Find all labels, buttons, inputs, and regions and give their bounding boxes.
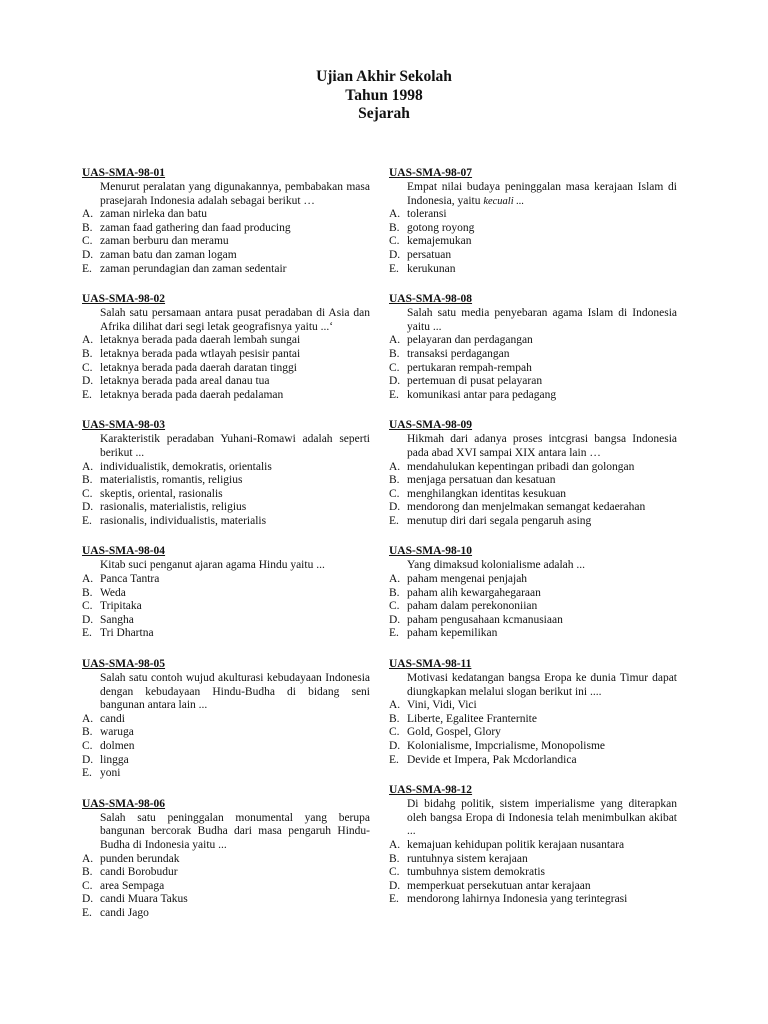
answer-option: [389, 573, 677, 587]
option-letter: C.: [82, 600, 93, 613]
question-text: Menurut peralatan yang digunakannya, pembabakan masa prasejarah Indonesia adalah sebagai berikut …: [100, 181, 370, 207]
option-text: Tri Dhartna: [100, 627, 154, 640]
option-letter: D.: [82, 501, 94, 514]
option-text: zaman berburu dan meramu: [100, 235, 229, 248]
answer-option: [82, 488, 370, 502]
exam-year: Tahun 1998: [345, 86, 423, 104]
option-text: komunikasi antar para pedagang: [407, 388, 557, 401]
option-letter: C.: [82, 879, 93, 892]
option-text: zaman nirleka dan batu: [100, 208, 207, 221]
option-letter: E.: [82, 627, 92, 640]
answer-option: [389, 235, 677, 249]
question-text: Hikmah dari adanya proses intcgrasi bangsa Indonesia pada abad XVI sampai XIX antara lain …: [407, 433, 677, 459]
question-98-11: [389, 654, 677, 767]
option-letter: C.: [389, 361, 400, 374]
question-id: UAS-SMA-98-09: [389, 419, 473, 432]
option-letter: A.: [82, 460, 94, 473]
question-text-emphasis: kecuali ...: [483, 195, 525, 207]
answer-option: [82, 627, 370, 641]
question-98-12: [389, 780, 677, 907]
option-letter: A.: [82, 334, 94, 347]
option-letter: D.: [389, 613, 401, 626]
question-98-09: [389, 415, 677, 528]
question-text: Salah satu peninggalan monumental yang berupa bangunan bercorak Budha dari masa pengaruh Hindu-Budha di Indonesia yaitu ...: [100, 811, 370, 851]
left-column: [82, 163, 370, 934]
answer-option: [82, 614, 370, 628]
option-text: letaknya berada pada wtlayah pesisir pantai: [100, 347, 301, 360]
answer-option: [82, 222, 370, 236]
answer-option: [82, 754, 370, 768]
answer-option: [82, 907, 370, 921]
answer-option: [82, 573, 370, 587]
option-text: gotong royong: [407, 221, 475, 234]
option-letter: D.: [389, 248, 401, 261]
option-letter: B.: [389, 712, 400, 725]
option-letter: B.: [82, 347, 93, 360]
answer-option: [82, 501, 370, 515]
answer-option: [82, 726, 370, 740]
option-text: candi: [100, 712, 125, 725]
question-text: Salah satu contoh wujud akulturasi kebudayaan Indonesia dengan kebudayaan Hindu-Budha di bidang seni bangunan antara lain ...: [100, 672, 370, 712]
question-text: Salah satu persamaan antara pusat peradaban di Asia dan Afrika dilihat dari segi letak geografisnya yaitu ...‘: [100, 307, 370, 333]
option-text: memperkuat persekutuan antar kerajaan: [407, 879, 591, 892]
answer-option: [82, 375, 370, 389]
answer-option: [389, 880, 677, 894]
option-letter: D.: [82, 375, 94, 388]
option-letter: A.: [389, 460, 401, 473]
option-text: Weda: [100, 586, 126, 599]
option-text: Panca Tantra: [100, 573, 160, 586]
answer-option: [82, 866, 370, 880]
answer-option: [389, 726, 677, 740]
option-letter: C.: [389, 487, 400, 500]
question-id: UAS-SMA-98-01: [82, 167, 166, 179]
answer-option: [389, 754, 677, 768]
option-text: Kolonialisme, Impcrialisme, Monopolisme: [407, 740, 606, 752]
question-id: UAS-SMA-98-08: [389, 293, 473, 306]
option-letter: A.: [82, 573, 94, 586]
option-text: menjaga persatuan dan kesatuan: [407, 474, 556, 487]
answer-option: [389, 839, 677, 853]
answer-option: [82, 767, 370, 781]
option-letter: A.: [389, 208, 401, 221]
answer-option: [389, 362, 677, 376]
option-text: toleransi: [407, 208, 447, 221]
question-id: UAS-SMA-98-12: [389, 784, 473, 797]
option-text: letaknya berada pada daerah daratan tinggi: [100, 361, 297, 374]
option-letter: A.: [82, 852, 94, 865]
answer-option: [82, 474, 370, 488]
answer-option: [389, 263, 677, 277]
option-text: waruga: [100, 726, 134, 739]
question-text: Kitab suci penganut ajaran agama Hindu yaitu ...: [100, 559, 325, 572]
answer-option: [389, 614, 677, 628]
option-text: zaman batu dan zaman logam: [100, 248, 237, 261]
question-id: UAS-SMA-98-03: [82, 419, 166, 432]
option-text: paham kepemilikan: [407, 627, 498, 640]
option-letter: B.: [389, 852, 400, 865]
option-text: materialistis, romantis, religius: [100, 474, 243, 487]
question-id: UAS-SMA-98-07: [389, 167, 473, 179]
option-text: menghilangkan identitas kesukuan: [407, 487, 567, 500]
question-98-05: [82, 654, 370, 781]
answer-option: [389, 713, 677, 727]
option-letter: C.: [82, 487, 93, 500]
answer-option: [82, 740, 370, 754]
answer-option: [389, 208, 677, 222]
option-text: lingga: [100, 753, 129, 766]
option-letter: C.: [82, 740, 93, 752]
option-letter: B.: [82, 221, 93, 234]
answer-option: [82, 853, 370, 867]
answer-option: [82, 362, 370, 376]
option-letter: D.: [389, 879, 401, 892]
option-letter: B.: [82, 866, 93, 879]
option-letter: C.: [389, 726, 400, 739]
option-text: paham mengenai penjajah: [407, 573, 528, 586]
option-letter: A.: [389, 573, 401, 586]
answer-option: [389, 348, 677, 362]
option-text: zaman faad gathering dan faad producing: [100, 221, 291, 234]
option-letter: D.: [82, 248, 94, 261]
answer-option: [389, 488, 677, 502]
option-text: kemajemukan: [407, 235, 472, 248]
question-id: UAS-SMA-98-02: [82, 293, 166, 306]
answer-option: [389, 740, 677, 754]
answer-option: [82, 334, 370, 348]
question-text-main: Empat nilai budaya peninggalan masa kerajaan Islam di Indonesia, yaitu: [407, 181, 677, 207]
exam-header: [0, 68, 768, 124]
option-letter: E.: [389, 753, 399, 766]
option-letter: D.: [389, 375, 401, 388]
option-text: candi Muara Takus: [100, 893, 188, 906]
option-letter: B.: [82, 474, 93, 487]
option-text: mendahulukan kepentingan pribadi dan golongan: [407, 460, 635, 473]
option-letter: C.: [82, 361, 93, 374]
option-letter: E.: [82, 906, 92, 919]
option-letter: B.: [389, 221, 400, 234]
option-letter: E.: [389, 388, 399, 401]
option-letter: D.: [389, 501, 401, 514]
option-text: persatuan: [407, 248, 452, 261]
answer-option: [389, 515, 677, 529]
option-text: menutup diri dari segala pengaruh asing: [407, 514, 592, 527]
option-text: kerukunan: [407, 262, 456, 275]
option-letter: B.: [389, 586, 400, 599]
option-letter: A.: [82, 208, 94, 221]
answer-option: [389, 853, 677, 867]
option-text: Liberte, Egalitee Franternite: [407, 712, 537, 725]
answer-option: [389, 474, 677, 488]
option-text: candi Borobudur: [100, 866, 178, 879]
question-98-10: [389, 541, 677, 641]
option-letter: C.: [389, 866, 400, 879]
question-text: Motivasi kedatangan bangsa Eropa ke dunia Timur dapat diungkapkan melalui slogan berikut ini ....: [407, 672, 677, 698]
question-98-08: [389, 289, 677, 402]
option-text: kemajuan kehidupan politik kerajaan nusantara: [407, 838, 625, 851]
option-text: yoni: [100, 767, 121, 780]
option-text: skeptis, oriental, rasionalis: [100, 487, 223, 500]
answer-option: [82, 600, 370, 614]
answer-option: [389, 587, 677, 601]
answer-option: [389, 389, 677, 403]
answer-option: [389, 375, 677, 389]
question-98-06: [82, 794, 370, 921]
option-letter: C.: [82, 235, 93, 248]
question-98-07: [389, 163, 677, 276]
option-letter: A.: [389, 334, 401, 347]
answer-option: [389, 222, 677, 236]
option-letter: B.: [82, 586, 93, 599]
option-text: Sangha: [100, 613, 134, 626]
option-text: mendorong dan menjelmakan semangat kedaerahan: [407, 501, 646, 514]
answer-option: [82, 208, 370, 222]
answer-option: [82, 880, 370, 894]
exam-title: Ujian Akhir Sekolah: [316, 68, 452, 85]
option-letter: D.: [389, 740, 401, 752]
answer-option: [389, 249, 677, 263]
answer-option: [82, 235, 370, 249]
answer-option: [82, 893, 370, 907]
option-text: paham pengusahaan kcmanusiaan: [407, 613, 563, 626]
option-text: paham alih kewargahegaraan: [407, 586, 541, 599]
option-letter: E.: [389, 627, 399, 640]
answer-option: [389, 501, 677, 515]
answer-option: [389, 334, 677, 348]
answer-option: [82, 515, 370, 529]
question-text: [407, 181, 677, 208]
option-text: candi Jago: [100, 906, 149, 919]
question-98-01: [82, 163, 370, 276]
question-id: UAS-SMA-98-05: [82, 658, 166, 671]
option-text: pertukaran rempah-rempah: [407, 361, 532, 374]
option-text: mendorong lahirnya Indonesia yang terintegrasi: [407, 893, 628, 906]
option-text: Gold, Gospel, Glory: [407, 726, 501, 739]
option-letter: C.: [389, 600, 400, 613]
option-text: individualistik, demokratis, orientalis: [100, 460, 272, 473]
option-letter: D.: [82, 893, 94, 906]
option-letter: E.: [389, 262, 399, 275]
option-text: dolmen: [100, 740, 135, 752]
question-text: Karakteristik peradaban Yuhani-Romawi adalah seperti berikut ...: [100, 433, 370, 459]
answer-option: [82, 263, 370, 277]
option-letter: E.: [82, 514, 92, 527]
option-letter: B.: [389, 474, 400, 487]
answer-option: [82, 249, 370, 263]
option-text: Vini, Vidi, Vici: [407, 699, 477, 712]
answer-option: [389, 893, 677, 907]
option-letter: E.: [82, 388, 92, 401]
answer-option: [389, 627, 677, 641]
question-id: UAS-SMA-98-10: [389, 545, 473, 558]
option-text: pelayaran dan perdagangan: [407, 334, 533, 347]
answer-option: [389, 600, 677, 614]
question-id: UAS-SMA-98-06: [82, 797, 166, 810]
option-text: letaknya berada pada daerah lembah sungai: [100, 334, 301, 347]
option-letter: A.: [389, 838, 401, 851]
option-text: punden berundak: [100, 852, 180, 865]
answer-option: [82, 587, 370, 601]
exam-subject: Sejarah: [358, 105, 410, 122]
answer-option: [82, 713, 370, 727]
option-text: letaknya berada pada daerah pedalaman: [100, 388, 284, 401]
option-text: Tripitaka: [100, 600, 142, 613]
option-text: letaknya berada pada areal danau tua: [100, 375, 270, 388]
answer-option: [389, 866, 677, 880]
option-letter: E.: [82, 767, 92, 780]
option-text: transaksi perdagangan: [407, 347, 510, 360]
question-text: Yang dimaksud kolonialisme adalah ...: [407, 559, 586, 572]
option-letter: B.: [82, 726, 93, 739]
option-letter: A.: [389, 699, 401, 712]
answer-option: [389, 699, 677, 713]
question-98-04: [82, 541, 370, 641]
option-text: tumbuhnya sistem demokratis: [407, 866, 545, 879]
option-text: area Sempaga: [100, 879, 165, 892]
question-98-03: [82, 415, 370, 528]
option-text: runtuhnya sistem kerajaan: [407, 852, 528, 865]
option-text: pertemuan di pusat pelayaran: [407, 375, 543, 388]
option-letter: E.: [82, 262, 92, 275]
right-column: [389, 163, 677, 920]
answer-option: [82, 389, 370, 403]
question-98-02: [82, 289, 370, 402]
option-text: paham dalam perekononiian: [407, 600, 538, 613]
question-id: UAS-SMA-98-11: [389, 658, 472, 671]
answer-option: [389, 461, 677, 475]
option-text: rasionalis, individualistis, materialis: [100, 514, 267, 527]
option-letter: E.: [389, 514, 399, 527]
answer-option: [82, 348, 370, 362]
option-text: rasionalis, materialistis, religius: [100, 501, 247, 514]
option-text: Devide et Impera, Pak Mcdorlandica: [407, 753, 577, 766]
question-id: UAS-SMA-98-04: [82, 545, 166, 558]
option-letter: C.: [389, 235, 400, 248]
option-letter: A.: [82, 712, 94, 725]
option-letter: D.: [82, 753, 94, 766]
question-text: Di bidahg politik, sistem imperialisme yang diterapkan oleh bangsa Eropa di Indonesia telah menimbulkan akibat ...: [407, 798, 677, 838]
answer-option: [82, 461, 370, 475]
option-letter: B.: [389, 347, 400, 360]
option-letter: E.: [389, 893, 399, 906]
question-text: Salah satu media penyebaran agama Islam di Indonesia yaitu ...: [407, 307, 677, 333]
option-letter: D.: [82, 613, 94, 626]
option-text: zaman perundagian dan zaman sedentair: [100, 262, 287, 275]
